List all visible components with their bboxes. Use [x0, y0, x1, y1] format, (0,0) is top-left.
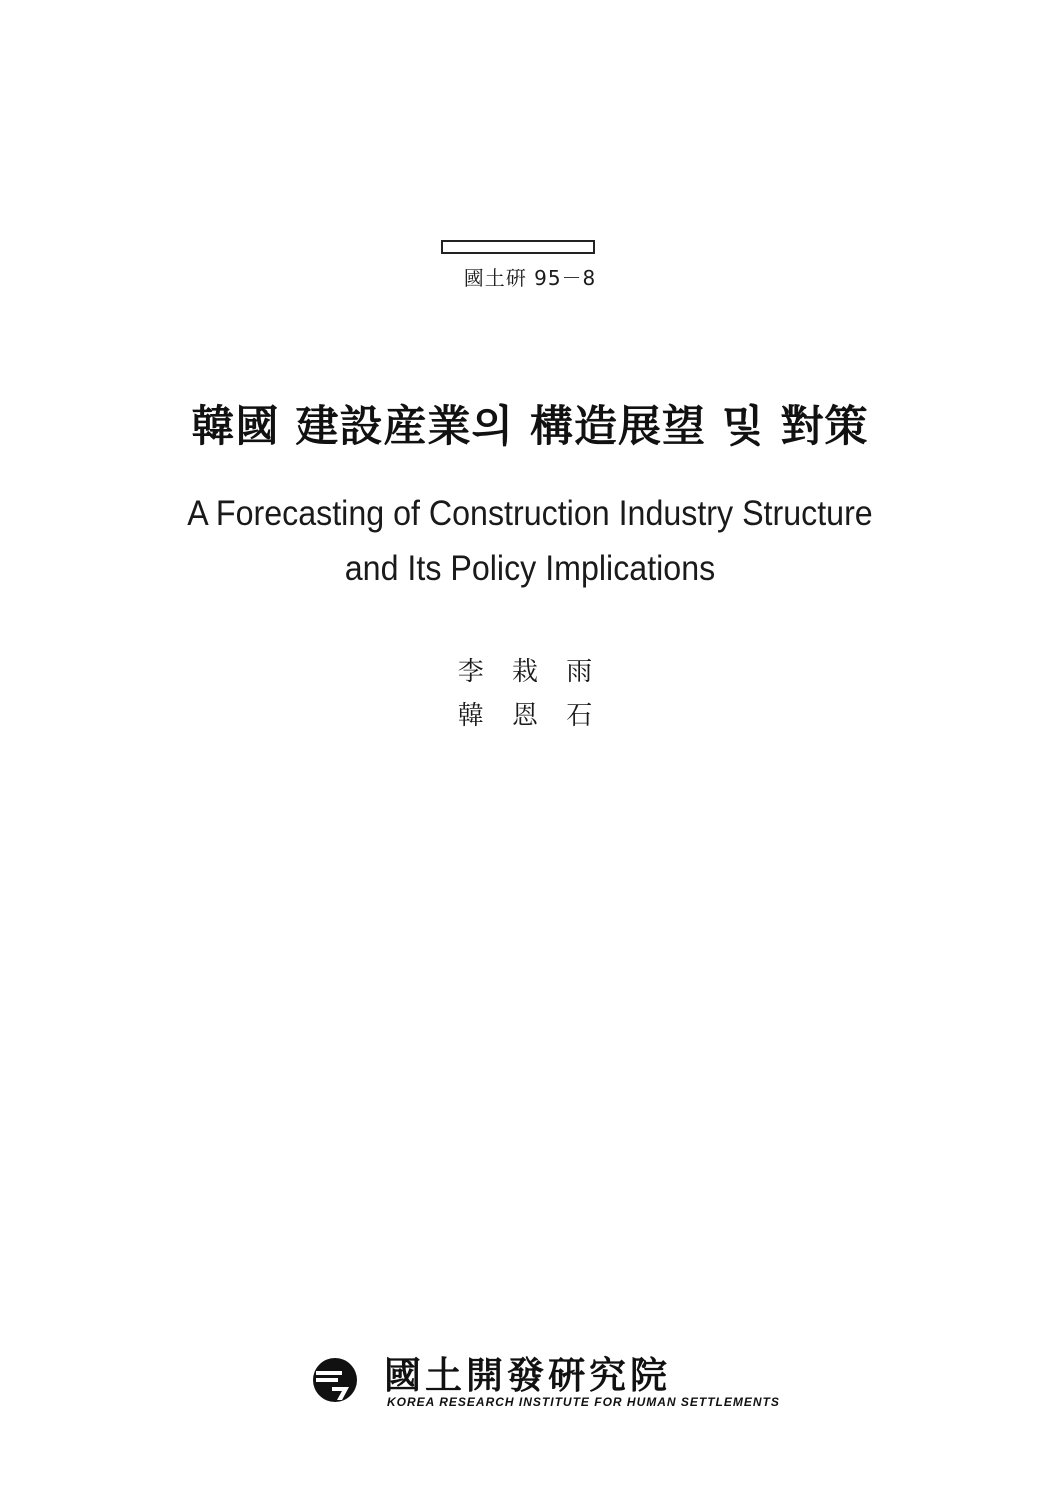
author-list — [0, 650, 1060, 738]
title-korean: 韓國 建設産業의 構造展望 및 對策 — [191, 402, 869, 452]
title-english — [42, 486, 1017, 596]
krihs-logo-icon — [312, 1357, 358, 1403]
title-english-line-1: A Forecasting of Construction Industry Structure — [187, 494, 873, 533]
author-name: 李 栽 雨 — [457, 657, 603, 687]
publisher-name-english: KOREA RESEARCH INSTITUTE FOR HUMAN SETTLEMENTS — [387, 1395, 780, 1409]
report-series-id: 國土硏 95－8 — [463, 266, 597, 290]
report-id-box — [441, 240, 595, 254]
author-name: 韓 恩 石 — [457, 701, 603, 731]
title-english-line-2: and Its Policy Implications — [344, 549, 716, 588]
publisher-block — [312, 1345, 780, 1415]
publisher-name-hanja: 國土開發硏究院 — [384, 1353, 671, 1397]
